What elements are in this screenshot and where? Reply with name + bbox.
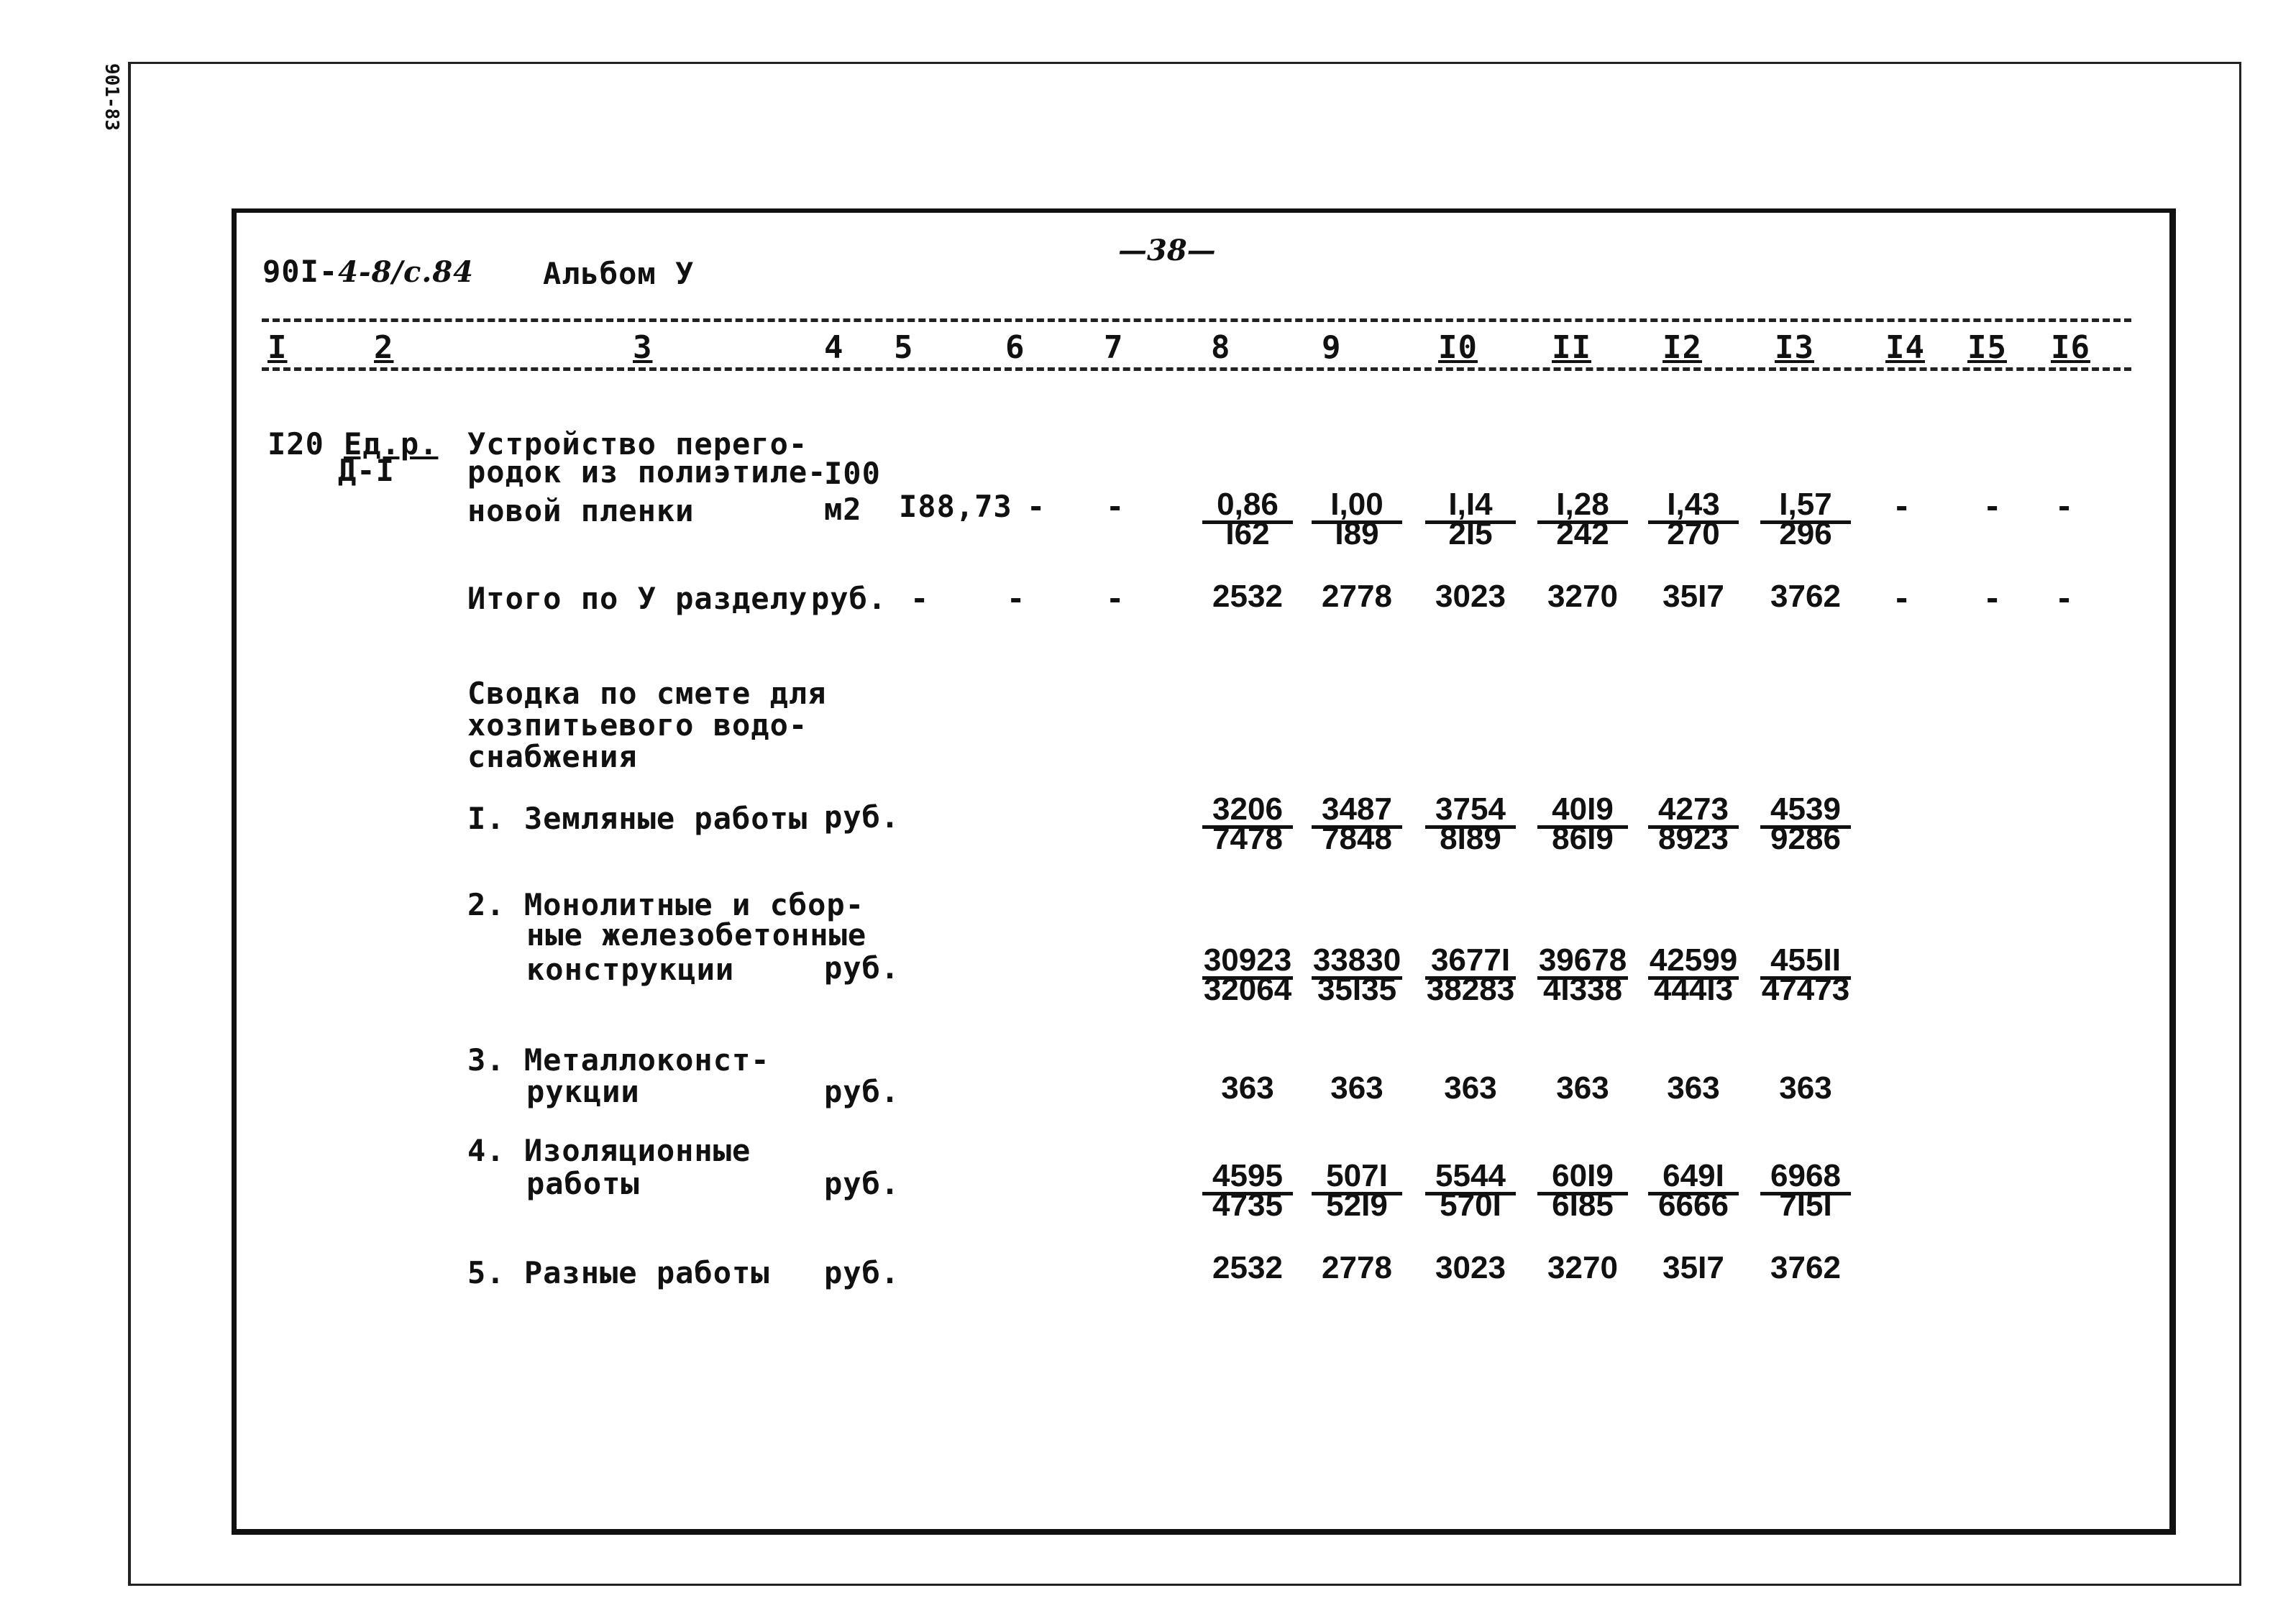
summary-item-label: конструкции <box>526 952 735 987</box>
plain-value: 363 <box>1330 1070 1383 1106</box>
fraction-value <box>1639 942 1747 1007</box>
plain-value: 35I7 <box>1662 1250 1724 1285</box>
fraction-bottom: 6I85 <box>1552 1188 1614 1223</box>
fraction-top: 3206 <box>1202 794 1293 829</box>
outer-border-bottom <box>129 1584 2240 1586</box>
header-rule-top <box>262 318 2131 322</box>
fraction-value <box>1639 489 1747 550</box>
fraction-value <box>1303 791 1411 856</box>
fraction-value <box>1529 942 1637 1007</box>
total-value: 35I7 <box>1662 579 1724 614</box>
column-number: 4 <box>824 329 844 366</box>
column-number: 6 <box>1005 329 1025 366</box>
row-dash: - <box>1983 489 2003 524</box>
side-code: 901-83 <box>101 63 122 131</box>
column-number: II <box>1552 329 1591 366</box>
plain-value: 363 <box>1779 1070 1832 1106</box>
summary-item-label: 4. Изоляционные <box>467 1133 751 1168</box>
summary-title-line: хозпитьевого водо- <box>467 707 808 743</box>
total-value: 2532 <box>1212 579 1283 614</box>
total-value: 3762 <box>1770 579 1841 614</box>
plain-value: 363 <box>1667 1070 1720 1106</box>
fraction-top: 3754 <box>1425 794 1516 829</box>
fraction-top: 4595 <box>1202 1160 1293 1195</box>
fraction-value <box>1194 489 1302 550</box>
fraction-value <box>1194 1160 1302 1221</box>
fraction-top: I,43 <box>1648 489 1739 524</box>
fraction-value <box>1529 791 1637 856</box>
fraction-top: 5544 <box>1425 1160 1516 1195</box>
plain-value: 2778 <box>1322 1250 1392 1285</box>
total-value: 3023 <box>1435 579 1506 614</box>
row-description-line: родок из полиэтиле- <box>467 454 827 490</box>
fraction-bottom: 8923 <box>1658 821 1729 856</box>
summary-item-label: работы <box>526 1166 640 1201</box>
column-number: I5 <box>1967 329 2007 366</box>
summary-item-label: ные железобетонные <box>526 917 867 952</box>
outer-border-left <box>128 62 131 1586</box>
document-code-handwritten: 4-8/c.84 <box>338 255 474 289</box>
column-number: 7 <box>1104 329 1124 366</box>
row-dash: - <box>2055 581 2075 616</box>
fraction-value <box>1752 791 1860 856</box>
fraction-value <box>1303 489 1411 550</box>
outer-border-top <box>129 62 2240 64</box>
fraction-value <box>1194 942 1302 1007</box>
column-number: 2 <box>374 329 394 366</box>
fraction-bottom: 86I9 <box>1552 821 1614 856</box>
row-dash: - <box>2055 489 2075 524</box>
fraction-bottom: 242 <box>1556 516 1609 551</box>
row-dash: - <box>910 581 930 616</box>
row-unit-line: м2 <box>824 492 862 527</box>
fraction-value <box>1639 791 1747 856</box>
fraction-bottom: 7848 <box>1322 821 1392 856</box>
fraction-value <box>1417 489 1524 550</box>
row-number: I20 <box>267 426 324 462</box>
fraction-value <box>1752 1160 1860 1221</box>
plain-value: 363 <box>1444 1070 1497 1106</box>
total-unit: руб. <box>811 581 887 616</box>
fraction-top: 3677I <box>1425 945 1516 980</box>
fraction-bottom: 7I5I <box>1779 1188 1832 1223</box>
fraction-value <box>1417 1160 1524 1221</box>
fraction-top: 30923 <box>1202 945 1293 980</box>
document-code-typed: 90I- <box>262 254 339 289</box>
fraction-value <box>1303 942 1411 1007</box>
summary-item-unit: руб. <box>824 1255 900 1290</box>
row-dash: - <box>1007 581 1026 616</box>
summary-item-unit: руб. <box>824 799 900 835</box>
outer-border-right <box>2239 62 2241 1586</box>
row-dash: - <box>1983 581 2003 616</box>
fraction-bottom: I89 <box>1335 516 1379 551</box>
fraction-top: 39678 <box>1537 945 1628 980</box>
document-frame <box>232 208 2176 1535</box>
column-number: I3 <box>1775 329 1814 366</box>
column-number: 8 <box>1211 329 1231 366</box>
summary-item-label: 2. Монолитные и сбор- <box>467 887 865 922</box>
row-unit-line: I00 <box>824 456 881 491</box>
row-description-line: Устройство перего- <box>467 426 808 462</box>
summary-item-unit: руб. <box>824 950 900 986</box>
fraction-value <box>1529 1160 1637 1221</box>
column-number: I4 <box>1885 329 1925 366</box>
fraction-value <box>1417 942 1524 1007</box>
fraction-value <box>1194 791 1302 856</box>
fraction-top: 3487 <box>1312 794 1402 829</box>
summary-item-unit: руб. <box>824 1074 900 1109</box>
fraction-top: 455II <box>1760 945 1851 980</box>
plain-value: 2532 <box>1212 1250 1283 1285</box>
summary-item-label: I. Земляные работы <box>467 801 808 836</box>
fraction-value <box>1417 791 1524 856</box>
summary-title-line: Сводка по смете для <box>467 676 827 711</box>
document-code <box>262 254 474 289</box>
plain-value: 363 <box>1221 1070 1274 1106</box>
fraction-value <box>1752 942 1860 1007</box>
fraction-bottom: 2I5 <box>1448 516 1493 551</box>
row-dash: - <box>1106 489 1125 524</box>
fraction-value <box>1529 489 1637 550</box>
fraction-top: I,00 <box>1312 489 1402 524</box>
fraction-top: 507I <box>1312 1160 1402 1195</box>
fraction-bottom: 296 <box>1779 516 1832 551</box>
fraction-bottom: 7478 <box>1212 821 1283 856</box>
fraction-top: 33830 <box>1312 945 1402 980</box>
fraction-bottom: 4735 <box>1212 1188 1283 1223</box>
column-number: 5 <box>894 329 914 366</box>
fraction-top: 4539 <box>1760 794 1851 829</box>
plain-value: 3762 <box>1770 1250 1841 1285</box>
summary-item-label: 3. Металлоконст- <box>467 1042 770 1078</box>
fraction-bottom: 52I9 <box>1326 1188 1388 1223</box>
column-number: I <box>267 329 288 366</box>
fraction-bottom: 4I338 <box>1542 972 1623 1007</box>
page-number: —38— <box>1118 234 1216 267</box>
fraction-bottom: 35I35 <box>1317 972 1397 1007</box>
fraction-bottom: 570I <box>1440 1188 1501 1223</box>
row-code-line: Д-I <box>338 453 395 488</box>
fraction-top: 40I9 <box>1537 794 1628 829</box>
column-number: 3 <box>633 329 653 366</box>
album-title: Альбом У <box>543 256 695 291</box>
column-number: 9 <box>1322 329 1342 366</box>
plain-value: 3023 <box>1435 1250 1506 1285</box>
fraction-top: I,28 <box>1537 489 1628 524</box>
fraction-top: I,57 <box>1760 489 1851 524</box>
summary-item-label: рукции <box>526 1074 640 1109</box>
fraction-top: 0,86 <box>1202 489 1293 524</box>
fraction-bottom: 6666 <box>1658 1188 1729 1223</box>
total-label: Итого по У разделу <box>467 581 808 616</box>
fraction-bottom: 444I3 <box>1653 972 1734 1007</box>
row-dash: - <box>1027 489 1046 524</box>
plain-value: 3270 <box>1547 1250 1618 1285</box>
total-value: 2778 <box>1322 579 1392 614</box>
fraction-top: 42599 <box>1648 945 1739 980</box>
fraction-top: 6968 <box>1760 1160 1851 1195</box>
fraction-bottom: 47473 <box>1761 972 1850 1007</box>
row-dash: - <box>1893 489 1912 524</box>
row-price: I88,73 <box>899 489 1012 524</box>
fraction-bottom: 9286 <box>1770 821 1841 856</box>
fraction-bottom: 38283 <box>1426 972 1515 1007</box>
fraction-value <box>1752 489 1860 550</box>
fraction-top: 4273 <box>1648 794 1739 829</box>
fraction-value <box>1303 1160 1411 1221</box>
row-dash: - <box>1106 581 1125 616</box>
fraction-value <box>1639 1160 1747 1221</box>
fraction-top: 60I9 <box>1537 1160 1628 1195</box>
column-number: I0 <box>1438 329 1478 366</box>
fraction-top: 649I <box>1648 1160 1739 1195</box>
row-description-line: новой пленки <box>467 493 695 528</box>
column-number: I2 <box>1662 329 1702 366</box>
row-dash: - <box>1893 581 1912 616</box>
column-number: I6 <box>2051 329 2090 366</box>
summary-item-unit: руб. <box>824 1166 900 1201</box>
summary-item-label: 5. Разные работы <box>467 1255 770 1290</box>
fraction-bottom: 32064 <box>1203 972 1292 1007</box>
fraction-bottom: 8I89 <box>1440 821 1501 856</box>
row-code-line: Ед.р. <box>344 426 439 462</box>
summary-title-line: снабжения <box>467 739 638 774</box>
total-value: 3270 <box>1547 579 1618 614</box>
header-rule-bottom <box>262 367 2131 371</box>
fraction-bottom: I62 <box>1225 516 1270 551</box>
fraction-bottom: 270 <box>1667 516 1720 551</box>
plain-value: 363 <box>1556 1070 1609 1106</box>
fraction-top: I,I4 <box>1425 489 1516 524</box>
